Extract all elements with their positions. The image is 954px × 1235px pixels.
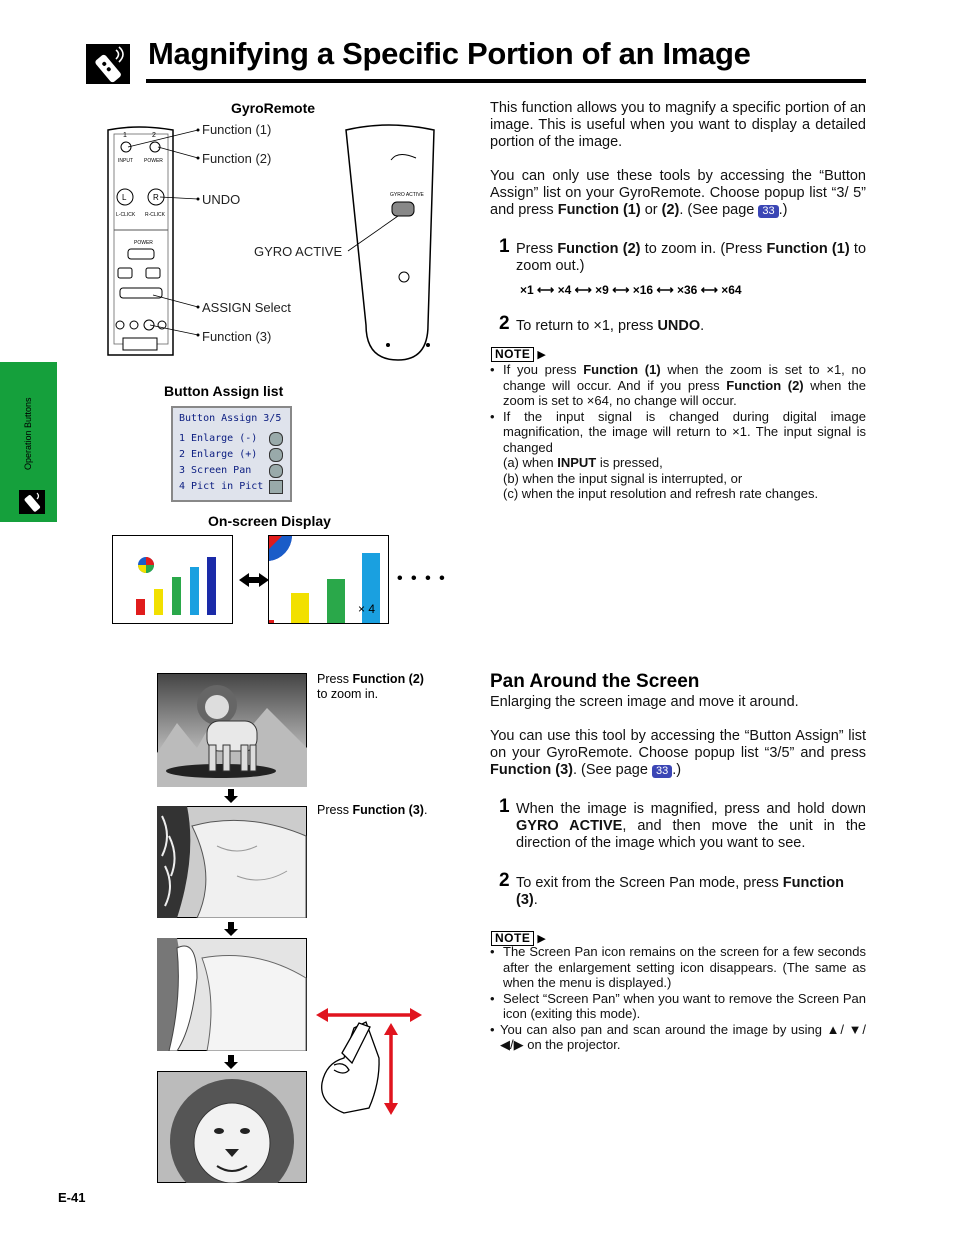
gyroremote-caption: GyroRemote [231, 100, 316, 116]
pan-subtitle: Enlarging the screen image and move it around. [490, 694, 799, 710]
button-assign-item: 4 Pict in Pict [179, 481, 264, 492]
pan-step-1-text: When the image is magnified, press and hold down GYRO ACTIVE, and then move the unit in the direction of the image which you want to see. [516, 801, 866, 851]
pan-paragraph: You can use this tool by accessing the “Button Assign” list on your GyroRemote. Choose popup list “3/5” and press Function (3). (See page 33 .) [490, 728, 866, 778]
lion-image-zoomed [157, 806, 307, 918]
caption-screen-pan: Press Function (3). [317, 803, 428, 817]
remote-title-icon [86, 44, 130, 84]
button-assign-item: 3 Screen Pan [179, 465, 252, 476]
pan-heading: Pan Around the Screen [490, 671, 700, 692]
label-gyro-active: GYRO ACTIVE [254, 244, 343, 259]
down-arrow-icon [224, 922, 238, 936]
caption-zoom-in: Press Function (2) to zoom in. [317, 672, 424, 701]
lion-image-full [157, 673, 307, 787]
step-number: 2 [499, 313, 510, 334]
label-function-3: Function (3) [202, 329, 272, 344]
note-label: NOTE ▶ [491, 929, 546, 947]
double-arrow-icon: ⟷ [656, 283, 674, 297]
label-function-2: Function (2) [202, 151, 272, 166]
double-arrow-icon: ⟷ [612, 283, 630, 297]
svg-text:2: 2 [152, 132, 156, 139]
page-number: E-41 [58, 1190, 86, 1205]
note-item: • You can also pan and scan around the image by using ▲/ ▼/◀/▶ on the projector. [490, 1022, 866, 1053]
label-undo: UNDO [202, 192, 241, 207]
button-assign-title: Button Assign 3/5 [179, 413, 282, 424]
down-arrow-icon [224, 789, 238, 803]
step-1-text: Press Function (2) to zoom in. (Press Function (1) to zoom out.) [516, 241, 867, 274]
label-function-1: Function (1) [202, 122, 272, 137]
svg-text:R-CLICK: R-CLICK [145, 212, 166, 218]
page-title: Magnifying a Specific Portion of an Image [148, 36, 751, 71]
double-arrow-icon: ⟷ [700, 283, 718, 297]
label-assign-select: ASSIGN Select [202, 300, 291, 315]
notes-list-2 [490, 944, 866, 1053]
svg-text:1: 1 [123, 132, 127, 139]
osd-zoom-label: × 4 [358, 602, 376, 616]
svg-text:L-CLICK: L-CLICK [116, 212, 136, 218]
svg-text:POWER: POWER [144, 158, 163, 164]
note-item: • If the input signal is changed during digital image magnification, the image will return to ×1. The input signal is changed (a) when INPUT is pressed, (b) when the input signal is interrupted, or (c) when the input resolution and refresh rate changes. [490, 409, 866, 502]
enlarge-minus-icon [269, 432, 283, 446]
svg-text:L: L [122, 193, 127, 202]
step-number: 1 [499, 236, 510, 257]
intro-paragraph-1: This function allows you to magnify a specific portion of an image. This is useful when you want to display a detailed portion of the image. [490, 100, 866, 150]
note-item: • If you press Function (1) when the zoom is set to ×1, no change will occur. And if you press Function (2) when the zoom is set to ×64, no change will occur. [490, 362, 866, 409]
remote-tab-icon [19, 490, 45, 514]
page-ref-badge[interactable]: 33 [758, 205, 778, 218]
notes-list-1 [490, 362, 866, 502]
button-assign-item: 1 Enlarge (-) [179, 433, 258, 444]
page-ref-badge[interactable]: 33 [652, 765, 672, 778]
enlarge-plus-icon [269, 448, 283, 462]
svg-text:POWER: POWER [134, 240, 153, 246]
down-arrow-icon [224, 1055, 238, 1069]
note-label: NOTE ▶ [491, 345, 546, 363]
button-assign-caption: Button Assign list [164, 383, 284, 399]
button-assign-list [171, 406, 292, 502]
pan-direction-drawing [314, 1003, 424, 1118]
note-item: • Select “Screen Pan” when you want to remove the Screen Pan icon (exiting this mode). [490, 991, 866, 1022]
osd-caption: On-screen Display [208, 513, 331, 529]
lion-image-face [157, 1071, 307, 1183]
intro-paragraph-2: You can only use these tools by accessing the “Button Assign” list on your GyroRemote. Choose popup list “3/ 5” and press Function (1) or (2). (See page 33 .) [490, 168, 866, 218]
button-assign-item: 2 Enlarge (+) [179, 449, 258, 460]
side-tab-label: Operation Buttons [23, 397, 33, 470]
note-item: • The Screen Pan icon remains on the screen for a few seconds after the enlargement setting icon disappears. (The same as when the menu is displayed.) [490, 944, 866, 991]
step-number: 1 [499, 796, 510, 817]
double-arrow-icon: ⟷ [537, 283, 555, 297]
title-rule [146, 79, 866, 83]
screen-pan-icon [269, 464, 283, 478]
osd-continuation-dots: • • • • [397, 570, 447, 587]
step-2-text: To return to ×1, press UNDO. [516, 318, 705, 334]
zoom-sequence: ×1 ⟷ ×4 ⟷ ×9 ⟷ ×16 ⟷ ×36 ⟷ ×64 [520, 283, 742, 297]
svg-text:GYRO ACTIVE: GYRO ACTIVE [390, 192, 424, 198]
svg-text:R: R [153, 193, 159, 202]
svg-text:INPUT: INPUT [118, 158, 133, 164]
double-arrow-icon: ⟷ [574, 283, 592, 297]
step-number: 2 [499, 870, 510, 891]
pict-in-pict-icon [269, 480, 283, 494]
pan-step-2-text: To exit from the Screen Pan mode, press Function (3). [516, 875, 844, 908]
lion-image-panning [157, 938, 307, 1051]
